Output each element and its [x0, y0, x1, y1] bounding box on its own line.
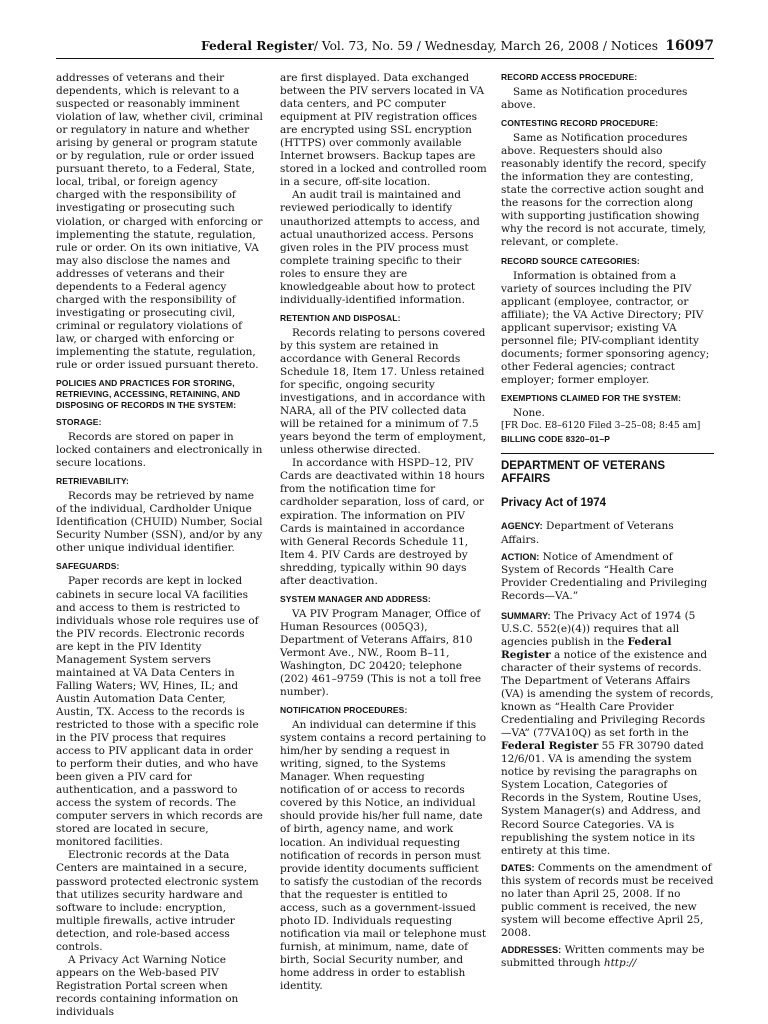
summary-text-b: a notice of the existence and character of their systems of records. The Department of Veterans Affairs (VA) is amending the system of records, known as “Health Care Provider Credentialing and Privileging Records—VA” (77VA10Q) as set forth in the	[501, 648, 714, 740]
addresses-label: ADDRESSES:	[501, 944, 562, 955]
section-heading-retention: RETENTION AND DISPOSAL:	[280, 312, 401, 323]
safeguards-paragraph-3: A Privacy Act Warning Notice appears on the Web-based PIV Registration Portal screen when records containing information on individuals	[56, 953, 239, 1018]
continued-paragraph: addresses of veterans and their dependents, which is relevant to a suspected or reasonably imminent violation of law, whether civil, criminal or regulatory in nature and whether arising by general or program statute or by regulation, rule or order issued pursuant thereto, to a Federal, State, local, tribal, or foreign agency charged with the responsibility of investigating or prosecuting such violation, or charged with enforcing or implementing the statute, regulation, rule or order. On its own initiative, VA may also disclose the names and addresses of veterans and their dependents to a Federal agency charged with the responsibility of investigating or prosecuting civil, criminal or regulatory violations of law, or charged with enforcing or implementing the statute, regulation, rule or order issued pursuant thereto.	[56, 72, 263, 372]
record-source-text: Information is obtained from a variety of sources including the PIV applicant (employee, contractor, or affiliate); the VA Active Directory; PIV applicant supervisor; existing VA personnel file; PIV-compliant identity documents; former sponsoring agency; other Federal agencies; contract employer; former employer.	[501, 269, 710, 386]
retrievability-text: Records may be retrieved by name of the individual, Cardholder Unique Identification (CHUID) Number, Social Security Number (SSN), and/or by any other unique individual identifier.	[56, 490, 263, 555]
audit-trail-paragraph: An audit trail is maintained and reviewed periodically to identify unauthorized attempts to access, and actual unauthorized access. Persons given roles in the PIV process must complete training specific to their roles to ensure they are knowledgeable about how to protect individually-identified information.	[280, 189, 480, 306]
safeguards-paragraph-2: Electronic records at the Data Centers are maintained in a secure, password protected electronic system that utilizes security hardware and software to include: encryption, multiple firewalls, active intruder detection, and role-based access controls.	[56, 849, 259, 953]
page-number: 16097	[665, 38, 714, 54]
retention-paragraph-2: In accordance with HSPD–12, PIV Cards are deactivated within 18 hours from the notification time for cardholder separation, loss of card, or expiration. The information on PIV Cards is maintained in accordance with General Records Schedule 11, Item 4. PIV Cards are destroyed by shredding, typically within 90 days after deactivation.	[280, 457, 485, 587]
notification-text: An individual can determine if this system contains a record pertaining to him/her by sending a request in writing, signed, to the Systems Manager. When requesting notification of or access to records covered by this Notice, an individual should provide his/her full name, date of birth, agency name, and work location. An individual requesting notification of records in person must provide identity documents sufficient to satisfy the custodian of the records that the requester is entitled to access, such as a government-issued photo ID. Individuals requesting notification via mail or telephone must furnish, at minimum, name, date of birth, Social Security number, and home address in order to establish identity.	[280, 719, 487, 993]
exemptions-text: None.	[513, 406, 545, 419]
retention-paragraph-1: Records relating to persons covered by this system are retained in accordance with General Records Schedule 18, Item 17. Unless retained for specific, ongoing security investigations, and in accordance with NARA, all of the PIV collected data will be retained for a minimum of 7.5 years beyond the term of employment, unless otherwise directed.	[280, 326, 486, 457]
agency-label: AGENCY:	[501, 521, 543, 532]
federal-register-ref-1: Federal Register	[501, 635, 672, 661]
section-heading-exemptions: EXEMPTIONS CLAIMED FOR THE SYSTEM:	[501, 392, 682, 403]
section-heading-system-manager: SYSTEM MANAGER AND ADDRESS:	[280, 593, 431, 604]
federal-register-ref-2: Federal Register	[501, 740, 599, 753]
document-page	[56, 36, 714, 1018]
safeguards-continued: are first displayed. Data exchanged between the PIV servers located in VA data centers, and PC computer equipment at PIV registration offices are encrypted using SSL encryption (HTTPS) over commonly available Internet browsers. Backup tapes are stored in a locked and controlled room in a secure, off-site location.	[280, 72, 487, 189]
action-label: ACTION:	[501, 551, 540, 562]
summary-paragraph	[501, 610, 714, 858]
section-heading-safeguards: SAFEGUARDS:	[56, 561, 120, 572]
fr-doc-line: [FR Doc. E8–6120 Filed 3–25–08; 8:45 am]	[501, 419, 701, 431]
notice-subject: Privacy Act of 1974	[501, 496, 607, 509]
section-divider	[501, 453, 714, 454]
addresses-link: http://	[603, 956, 637, 969]
section-heading-storage: STORAGE:	[56, 417, 102, 428]
addresses-text: Written comments may be submitted through	[501, 943, 705, 969]
dates-label: DATES:	[501, 862, 535, 873]
header-citation	[201, 39, 658, 53]
journal-title: Federal Register	[200, 39, 314, 53]
system-manager-text: VA PIV Program Manager, Office of Human Resources (005Q3), Department of Veterans Affairs, 810 Vermont Ave., NW., Room B–11, Washington, DC 20420; telephone (202) 461–9759 (This is not a toll free number).	[280, 607, 482, 699]
section-heading-record-access: RECORD ACCESS PROCEDURE:	[501, 72, 638, 82]
dates-paragraph	[501, 862, 714, 940]
record-access-text: Same as Notification procedures above.	[501, 86, 688, 112]
text-columns	[56, 72, 714, 1018]
column-2	[280, 72, 488, 1002]
section-heading-policies: POLICIES AND PRACTICES FOR STORING, RETRIEVING, ACCESSING, RETAINING, AND DISPOSING OF RECORDS IN THE SYSTEM:	[56, 378, 241, 411]
summary-text-a: The Privacy Act of 1974 (5 U.S.C. 552(e)(4)) requires that all agencies publish in the	[501, 609, 696, 648]
column-3	[501, 72, 714, 1002]
running-header	[56, 36, 714, 59]
agency-line	[501, 520, 714, 546]
contesting-text: Same as Notification procedures above. Requesters should also reasonably identify the record, specify the information they are contesting, state the corrective action sought and the reasons for the correction along with supporting justification showing why the record is not accurate, timely, relevant, or complete.	[501, 132, 707, 249]
department-heading: DEPARTMENT OF VETERANS AFFAIRS	[501, 459, 665, 486]
summary-label: SUMMARY:	[501, 610, 551, 621]
action-line	[501, 551, 714, 603]
storage-text: Records are stored on paper in locked containers and electronically in secure locations.	[56, 431, 263, 470]
section-heading-contesting: CONTESTING RECORD PROCEDURE:	[501, 118, 659, 129]
section-heading-record-source: RECORD SOURCE CATEGORIES:	[501, 255, 640, 266]
summary-text-c: 55 FR 30790 dated 12/6/01. VA is amending the system notice by revising the paragraphs on System Location, Categories of Records in the System, Routine Uses, System Manager(s) and Address, and Record Source Categories. VA is republishing the system notice in its entirety at this time.	[501, 740, 704, 857]
billing-code: BILLING CODE 8320–01–P	[501, 433, 610, 444]
section-heading-retrievability: RETRIEVABILITY:	[56, 476, 129, 487]
addresses-paragraph	[501, 944, 714, 970]
action-text: Notice of Amendment of System of Records “Health Care Provider Credentialing and Privileging Records—VA.”	[501, 550, 708, 602]
dates-text: Comments on the amendment of this system of records must be received no later than April 25, 2008. If no public comment is received, the new system will become effective April 25, 2008.	[501, 861, 714, 939]
safeguards-paragraph-1: Paper records are kept in locked cabinets in secure local VA facilities and access to them is restricted to individuals whose role requires use of the PIV records. Electronic records are kept in the PIV Identity Management System servers maintained at VA Data Centers in Falling Waters; WV, Hines, IL; and Austin Automation Data Center, Austin, TX. Access to the records is restricted to those with a specific role in the PIV process that requires access to PIV applicant data in order to perform their duties, and who have been given a PIV card for authentication, and a password to access the system of records. The computer servers in which records are stored are located in secure, monitored facilities.	[56, 575, 263, 849]
agency-text: Department of Veterans Affairs.	[501, 520, 674, 546]
column-1	[56, 72, 264, 1018]
section-heading-notification: NOTIFICATION PROCEDURES:	[280, 705, 408, 716]
issue-info: / Vol. 73, No. 59 / Wednesday, March 26, 2008 / Notices	[313, 39, 658, 53]
